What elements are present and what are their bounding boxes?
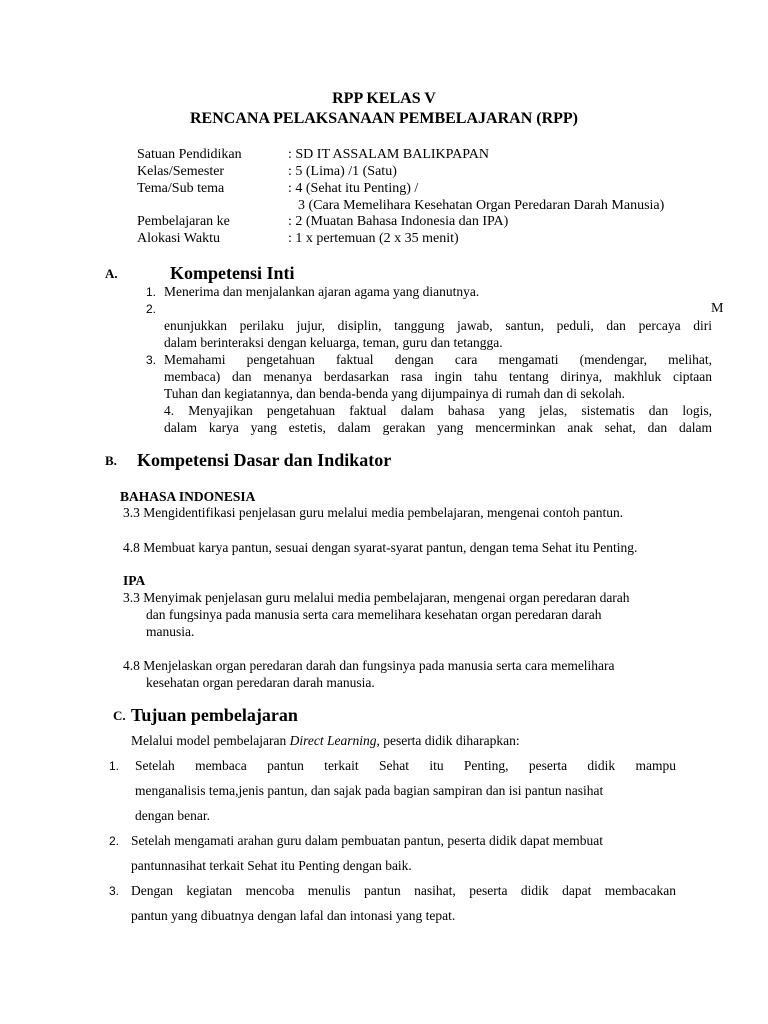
identity-value: : SD IT ASSALAM BALIKPAPAN [288, 147, 489, 162]
list-item: Tuhan dan kegiatannya, dan benda-benda yang dijumpainya di rumah dan di sekolah. [164, 386, 626, 401]
list-item: Dengan kegiatan mencoba menulis pantun nasihat, peserta didik dapat membacakan [131, 883, 676, 898]
intro-emphasis: Direct Learning [289, 733, 377, 748]
list-number: 1. [146, 285, 157, 299]
list-number: 3. [109, 884, 120, 898]
list-number: 2. [109, 834, 120, 848]
list-item: Setelah mengamati arahan guru dalam pembuatan pantun, peserta didik dapat membuat [131, 833, 603, 848]
list-number: 3. [146, 353, 157, 367]
identity-value: : 2 (Muatan Bahasa Indonesia dan IPA) [288, 214, 509, 229]
list-item: pantunnasihat terkait Sehat itu Penting dengan baik. [131, 858, 412, 873]
list-item: dalam berinteraksi dengan keluarga, teman, guru dan tetangga. [164, 335, 503, 350]
list-item: dengan benar. [135, 808, 210, 823]
intro-text: Melalui model pembelajaran [131, 733, 290, 748]
list-number: 2. [146, 302, 157, 316]
identity-label: Satuan Pendidikan [137, 147, 242, 162]
identity-label: Alokasi Waktu [137, 231, 220, 246]
kd-item: 3.3 Mengidentifikasi penjelasan guru melalui media pembelajaran, mengenai contoh pantun. [123, 505, 624, 520]
section-heading: Kompetensi Dasar dan Indikator [137, 450, 392, 470]
list-item: enunjukkan perilaku jujur, disiplin, tanggung jawab, santun, peduli, dan percaya diri [164, 318, 712, 333]
list-number: 1. [109, 759, 120, 773]
kd-item: 4.8 Membuat karya pantun, sesuai dengan syarat-syarat pantun, dengan tema Sehat itu Penting. [123, 540, 638, 555]
list-item: menganalisis tema,jenis pantun, dan sajak pada bagian sampiran dan isi pantun nasihat [135, 783, 604, 798]
document-title-line-2: RENCANA PELAKSANAAN PEMBELAJARAN (RPP) [190, 110, 578, 127]
identity-label: Kelas/Semester [137, 164, 225, 179]
identity-value: 3 (Cara Memelihara Kesehatan Organ Peredaran Darah Manusia) [298, 198, 665, 213]
intro-text: , peserta didik diharapkan: [376, 733, 520, 748]
section-heading: Tujuan pembelajaran [131, 705, 298, 725]
kd-item: 3.3 Menyimak penjelasan guru melalui media pembelajaran, mengenai organ peredaran darah [123, 590, 630, 605]
section-letter: C. [113, 708, 126, 723]
list-item: Setelah membaca pantun terkait Sehat itu Penting, peserta didik mampu [135, 758, 676, 773]
list-item-first-letter: M [711, 301, 724, 316]
identity-value: : 5 (Lima) /1 (Satu) [288, 164, 397, 179]
list-item: pantun yang dibuatnya dengan lafal dan intonasi yang tepat. [131, 908, 456, 923]
section-heading: Kompetensi Inti [170, 263, 295, 283]
section-letter: B. [105, 453, 117, 468]
kd-item: 4.8 Menjelaskan organ peredaran darah dan fungsinya pada manusia serta cara memelihara [123, 658, 615, 673]
subject-heading: BAHASA INDONESIA [120, 489, 256, 504]
subject-heading: IPA [123, 573, 146, 588]
identity-value: : 4 (Sehat itu Penting) / [288, 181, 419, 196]
list-item: 4. Menyajikan pengetahuan faktual dalam bahasa yang jelas, sistematis dan logis, [164, 403, 712, 418]
identity-label: Pembelajaran ke [137, 214, 230, 229]
list-item: dalam karya yang estetis, dalam gerakan yang mencerminkan anak sehat, dan dalam [164, 420, 712, 435]
section-letter: A. [105, 266, 118, 281]
document-title-line-1: RPP KELAS V [332, 90, 436, 107]
list-item: membaca) dan menanya berdasarkan rasa ingin tahu tentang dirinya, makhluk ciptaan [164, 369, 712, 384]
kd-item: dan fungsinya pada manusia serta cara memelihara kesehatan organ peredaran darah [146, 607, 602, 622]
kd-item: kesehatan organ peredaran darah manusia. [146, 675, 375, 690]
identity-value: : 1 x pertemuan (2 x 35 menit) [288, 231, 459, 246]
kd-item: manusia. [146, 624, 195, 639]
intro-paragraph [131, 732, 520, 749]
list-item: Menerima dan menjalankan ajaran agama yang dianutnya. [164, 284, 480, 299]
list-item: Memahami pengetahuan faktual dengan cara mengamati (mendengar, melihat, [164, 352, 712, 367]
identity-label: Tema/Sub tema [137, 181, 225, 196]
